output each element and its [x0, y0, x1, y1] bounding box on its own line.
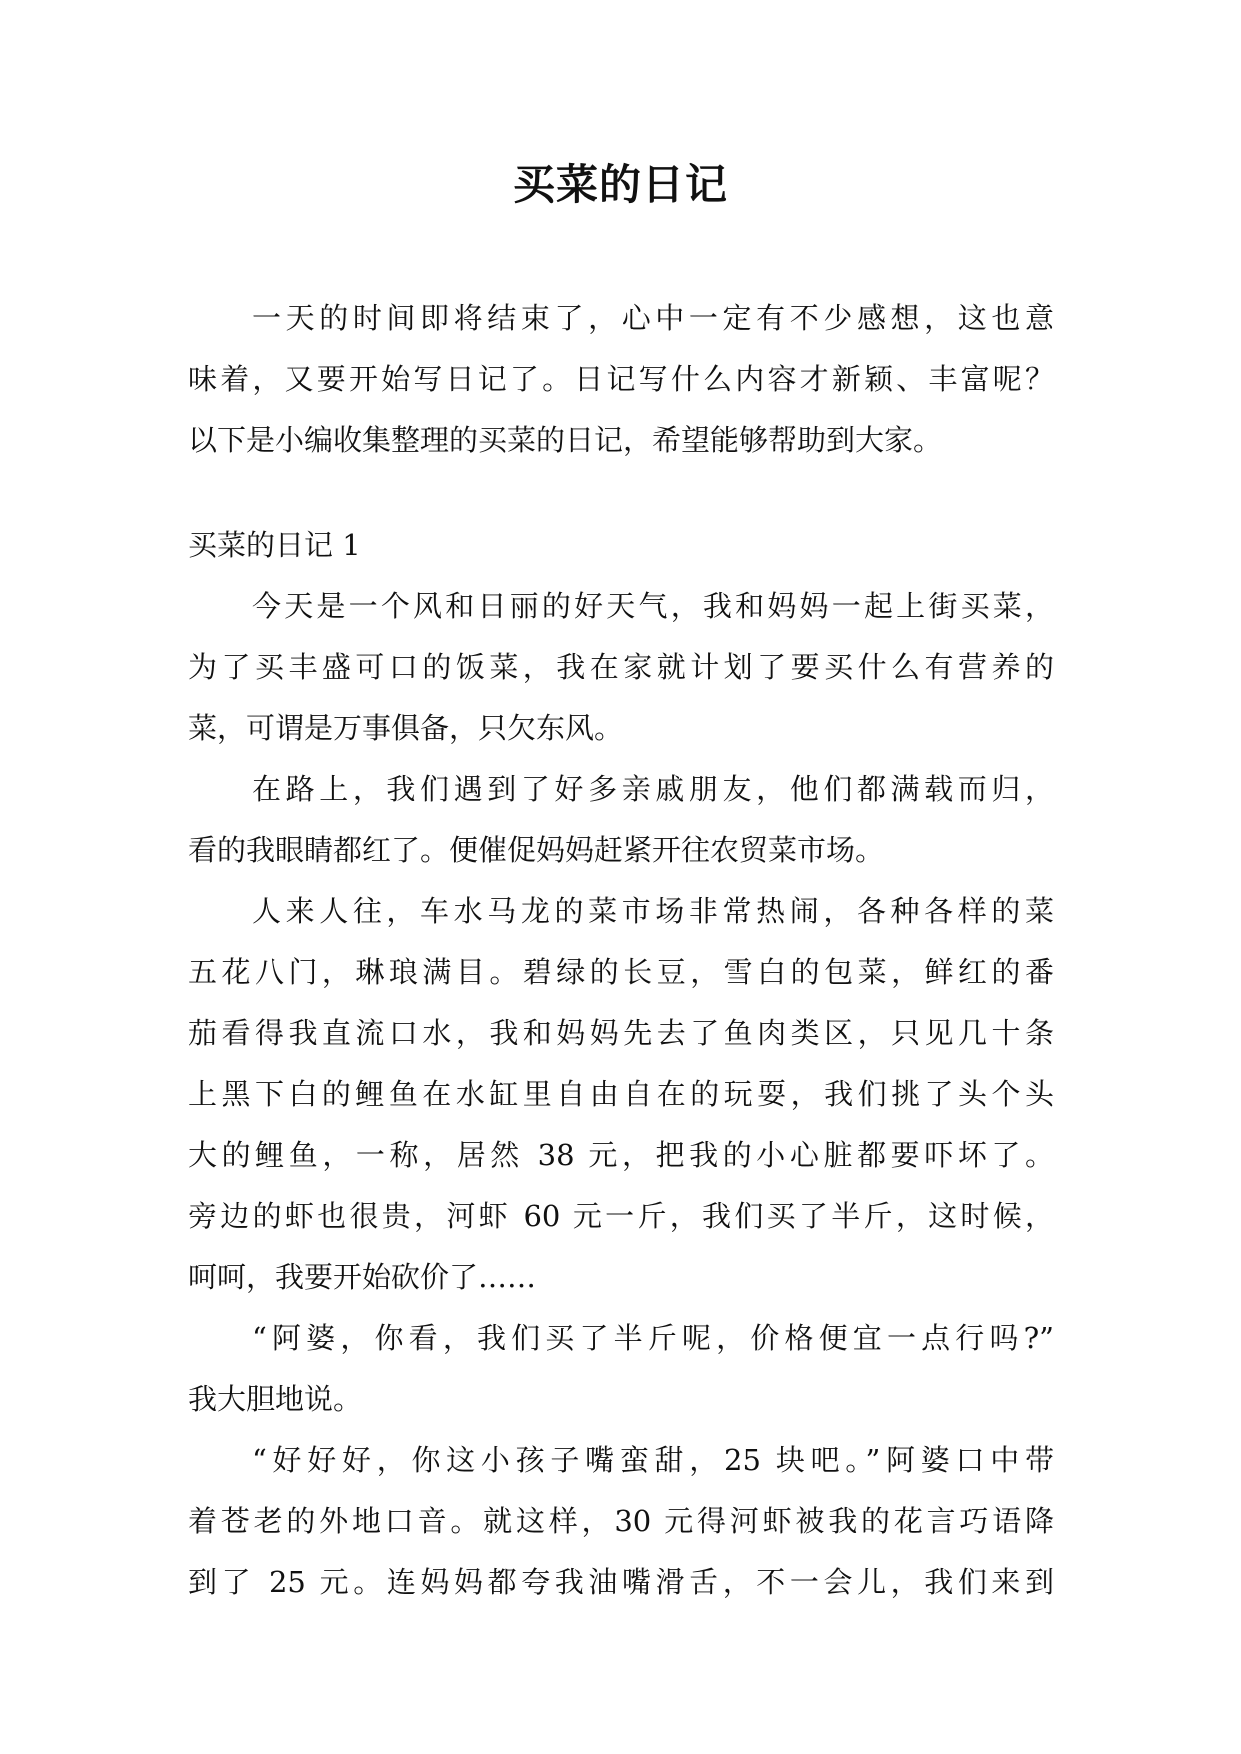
text-line: 我大胆地说。 — [188, 1382, 363, 1416]
intro-paragraph — [188, 288, 1054, 471]
document-title: 买菜的日记 — [512, 160, 728, 209]
text-line: 菜，可谓是万事俱备，只欠东风。 — [188, 711, 624, 745]
paragraph — [188, 576, 1054, 759]
text-line: 呵呵，我要开始砍价了…… — [188, 1260, 537, 1294]
text-line: 味着，又要开始写日记了。日记写什么内容才新颖、丰富呢？ — [188, 362, 1054, 396]
paragraph — [188, 881, 1054, 1308]
text-line: 在路上，我们遇到了好多亲戚朋友，他们都满载而归， — [252, 772, 1054, 806]
paragraph-spacer — [188, 471, 1054, 515]
text-line: 以下是小编收集整理的买菜的日记，希望能够帮助到大家。 — [188, 423, 943, 457]
text-line: 着苍老的外地口音。就这样，30 元得河虾被我的花言巧语降 — [188, 1504, 1054, 1538]
text-line: 到了 25 元。连妈妈都夸我油嘴滑舌，不一会儿，我们来到 — [188, 1565, 1054, 1599]
paragraph — [188, 1308, 1054, 1430]
text-line: 旁边的虾也很贵，河虾 60 元一斤，我们买了半斤，这时候， — [188, 1199, 1054, 1233]
text-line: 大的鲤鱼，一称，居然 38 元，把我的小心脏都要吓坏了。 — [188, 1138, 1054, 1172]
document-body — [188, 288, 1054, 1613]
text-line: 上黑下白的鲤鱼在水缸里自由自在的玩耍，我们挑了头个头 — [188, 1077, 1054, 1111]
text-line: 今天是一个风和日丽的好天气，我和妈妈一起上街买菜， — [252, 589, 1054, 623]
text-line: 为了买丰盛可口的饭菜，我在家就计划了要买什么有营养的 — [188, 650, 1054, 684]
text-line: “阿婆，你看，我们买了半斤呢，价格便宜一点行吗?” — [252, 1321, 1054, 1355]
text-line: 一天的时间即将结束了，心中一定有不少感想，这也意 — [252, 301, 1054, 335]
text-line: 人来人往，车水马龙的菜市场非常热闹，各种各样的菜 — [252, 894, 1054, 928]
text-line: 五花八门，琳琅满目。碧绿的长豆，雪白的包菜，鲜红的番 — [188, 955, 1054, 989]
text-line: “好好好，你这小孩子嘴蛮甜，25 块吧。”阿婆口中带 — [252, 1443, 1054, 1477]
text-line: 茄看得我直流口水，我和妈妈先去了鱼肉类区，只见几十条 — [188, 1016, 1054, 1050]
text-line: 看的我眼睛都红了。便催促妈妈赶紧开往农贸菜市场。 — [188, 833, 885, 867]
paragraph — [188, 1430, 1054, 1613]
paragraph — [188, 759, 1054, 881]
section-heading: 买菜的日记 1 — [188, 528, 361, 562]
